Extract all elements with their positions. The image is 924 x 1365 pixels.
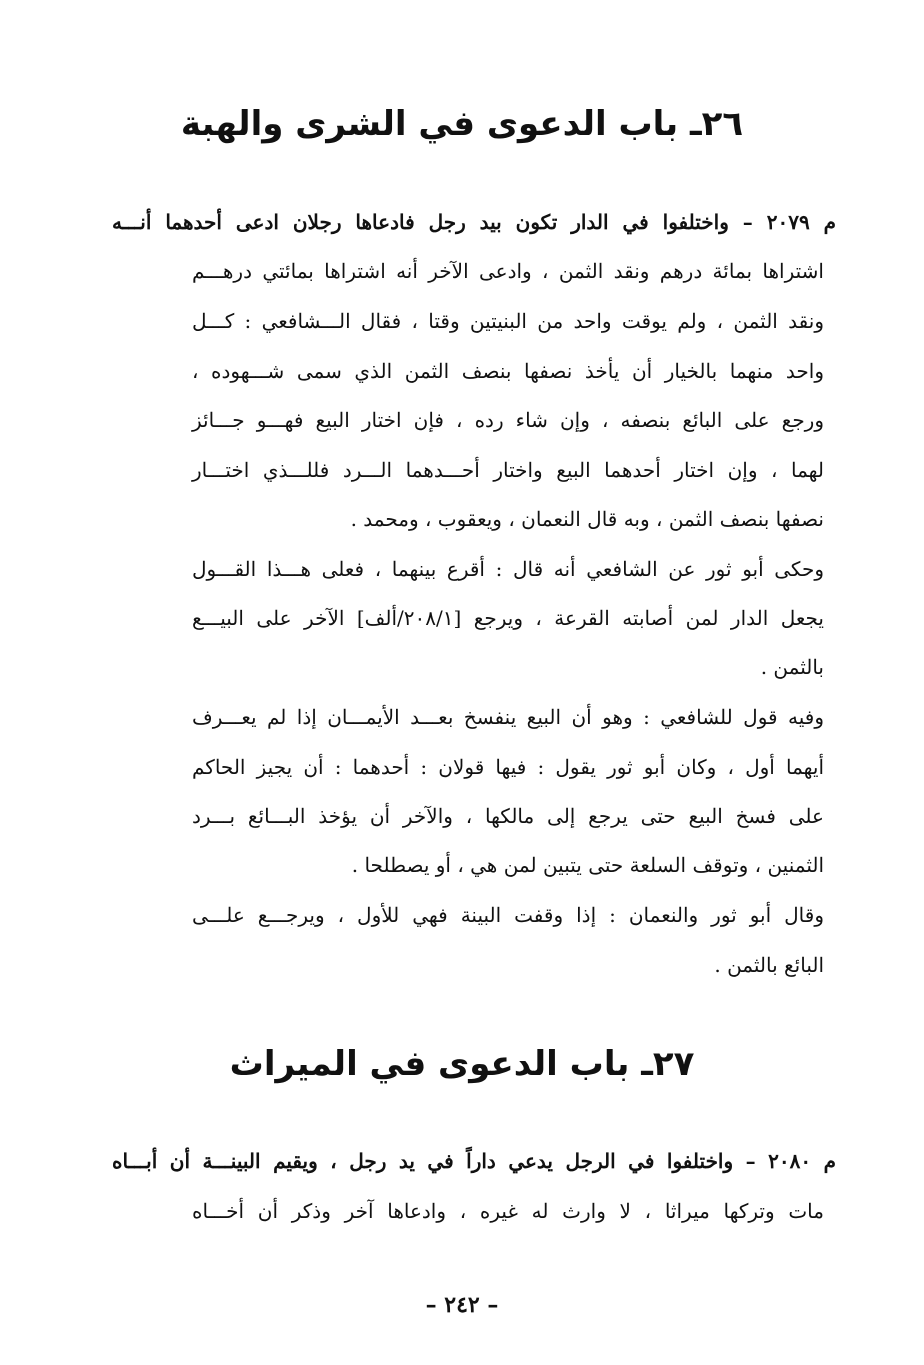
text-line: وحكى أبو ثور عن الشافعي أنه قال : أقرع بينهما ، فعلى هـــذا القـــول — [192, 557, 824, 581]
text-line: نصفها بنصف الثمن ، وبه قال النعمان ، ويعقوب ، ومحمد . — [350, 507, 824, 531]
text-line: مات وتركها ميراثا ، لا وارث له غيره ، وادعاها آخر وذكر أن أخـــاه — [192, 1199, 824, 1223]
text-line: واحد منهما بالخيار أن يأخذ نصفها بنصف الثمن الذي سمى شـــهوده ، — [192, 359, 825, 383]
page-number: – ٢٤٢ – — [425, 1292, 499, 1318]
text-line: لهما ، وإن اختار أحدهما البيع واختار أحـــدهما الـــرد فللـــذي اختـــار — [192, 458, 824, 482]
text-line: وفيه قول للشافعي : وهو أن البيع ينفسخ بعـــد الأيمـــان إذا لم يعـــرف — [192, 705, 824, 729]
text-line: ورجع على البائع بنصفه ، وإن شاء رده ، فإن اختار البيع فهـــو جـــائز — [192, 408, 824, 432]
text-line: ونقد الثمن ، ولم يوقت واحد من البنيتين وقتا ، فقال الـــشافعي : كـــل — [192, 309, 824, 333]
text-line: أيهما أول ، وكان أبو ثور يقول : فيها قولان : أحدهما : أن يجيز الحاكم — [192, 755, 824, 779]
text-line: على فسخ البيع حتى يرجع إلى مالكها ، والآخر أن يؤخذ البـــائع بـــرد — [192, 804, 824, 828]
text-line: يجعل الدار لمن أصابته القرعة ، ويرجع [٢٠٨/١/ألف] الآخر على البيـــع — [192, 606, 824, 630]
text-line: م ٢٠٨٠ – واختلفوا في الرجل يدعي داراً في يد رجل ، ويقيم البينـــة أن أبـــاه — [112, 1149, 836, 1173]
section-27-heading: ٢٧ـ باب الدعوى في الميراث — [229, 1044, 695, 1084]
text-line: البائع بالثمن . — [714, 953, 824, 977]
text-line: م ٢٠٧٩ – واختلفوا في الدار تكون بيد رجل فادعاها رجلان ادعى أحدهما أنـــه — [112, 210, 836, 234]
text-line: وقال أبو ثور والنعمان : إذا وقفت البينة فهي للأول ، ويرجـــع علـــى — [192, 903, 824, 927]
text-line: اشتراها بمائة درهم ونقد الثمن ، وادعى الآخر أنه اشتراها بمائتي درهـــم — [192, 259, 824, 283]
text-line: الثمنين ، وتوقف السلعة حتى يتبين لمن هي ، أو يصطلحا . — [351, 853, 824, 877]
section-26-heading: ٢٦ـ باب الدعوى في الشرى والهبة — [180, 104, 744, 144]
text-line: بالثمن . — [760, 655, 824, 679]
